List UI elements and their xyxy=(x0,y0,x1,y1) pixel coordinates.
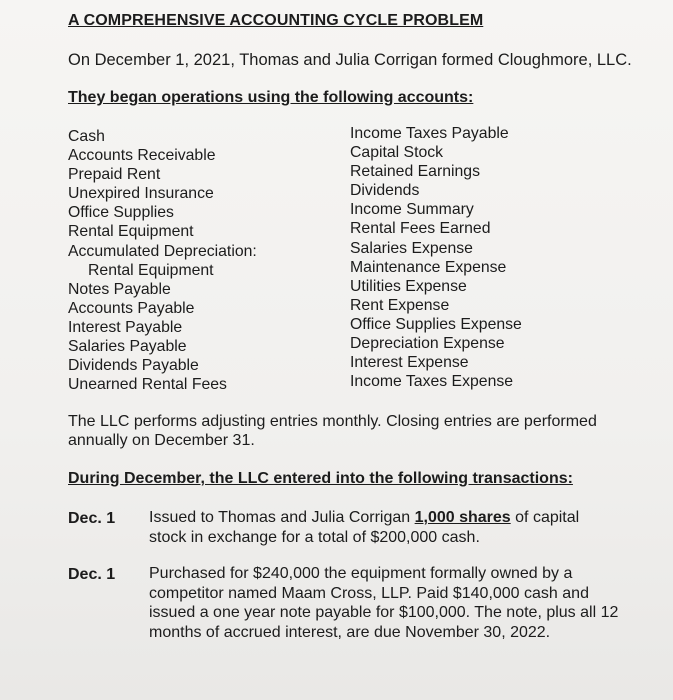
account-item: Maintenance Expense xyxy=(350,258,507,276)
transaction-description xyxy=(149,508,619,547)
document-title: A COMPREHENSIVE ACCOUNTING CYCLE PROBLEM xyxy=(68,12,484,29)
adjusting-note: The LLC performs adjusting entries monthly. Closing entries are performed annually on December 31. xyxy=(68,413,597,449)
transactions-heading: During December, the LLC entered into the following transactions: xyxy=(68,470,573,487)
account-item: Office Supplies xyxy=(68,204,174,222)
account-item: Salaries Payable xyxy=(68,338,187,356)
account-item: Accumulated Depreciation: xyxy=(68,242,257,260)
account-item: Capital Stock xyxy=(350,144,444,162)
account-item: Office Supplies Expense xyxy=(350,315,522,333)
account-item: Unearned Rental Fees xyxy=(68,376,227,394)
account-item: Accounts Receivable xyxy=(68,147,216,165)
account-item: Salaries Expense xyxy=(350,239,473,257)
accounts-heading: They began operations using the following accounts: xyxy=(68,89,474,106)
account-item: Retained Earnings xyxy=(350,163,480,181)
account-item: Dividends Payable xyxy=(68,357,199,375)
accounts-list-right xyxy=(350,124,522,391)
share-count: 1,000 shares xyxy=(414,509,511,526)
account-item: Income Taxes Expense xyxy=(350,373,514,391)
account-item: Notes Payable xyxy=(68,280,171,298)
account-item: Unexpired Insurance xyxy=(68,185,214,203)
transaction-text: Issued to Thomas and Julia Corrigan xyxy=(149,509,415,526)
account-item: Prepaid Rent xyxy=(68,166,161,184)
account-item: Depreciation Expense xyxy=(350,335,505,353)
account-item: Dividends xyxy=(350,182,420,200)
account-item: Cash xyxy=(68,128,105,145)
account-item: Rental Fees Earned xyxy=(350,220,491,238)
transaction-description: Purchased for $240,000 the equipment formally owned by a competitor named Maam Cross, LLP. Paid $140,000 cash and issued a one year note payable for $100,000. The note, plus all 12 months of accrued interest, are due November 30, 2022. xyxy=(149,565,619,641)
account-item: Rent Expense xyxy=(350,296,450,314)
account-item: Income Summary xyxy=(350,201,474,219)
account-item-sub: Rental Equipment xyxy=(88,261,214,279)
account-item: Rental Equipment xyxy=(68,223,194,241)
intro-text: On December 1, 2021, Thomas and Julia Corrigan formed Cloughmore, LLC. xyxy=(68,51,632,69)
account-item: Interest Expense xyxy=(350,354,469,372)
account-item: Utilities Expense xyxy=(350,277,467,295)
account-item: Accounts Payable xyxy=(68,299,195,317)
account-item: Interest Payable xyxy=(68,318,183,336)
accounts-list-left xyxy=(68,127,257,394)
transaction-date: Dec. 1 xyxy=(68,510,116,527)
transaction-date: Dec. 1 xyxy=(68,566,116,583)
account-item: Income Taxes Payable xyxy=(350,125,509,142)
transaction-text: of capital stock in exchange for a total of $200,000 cash. xyxy=(149,509,580,546)
